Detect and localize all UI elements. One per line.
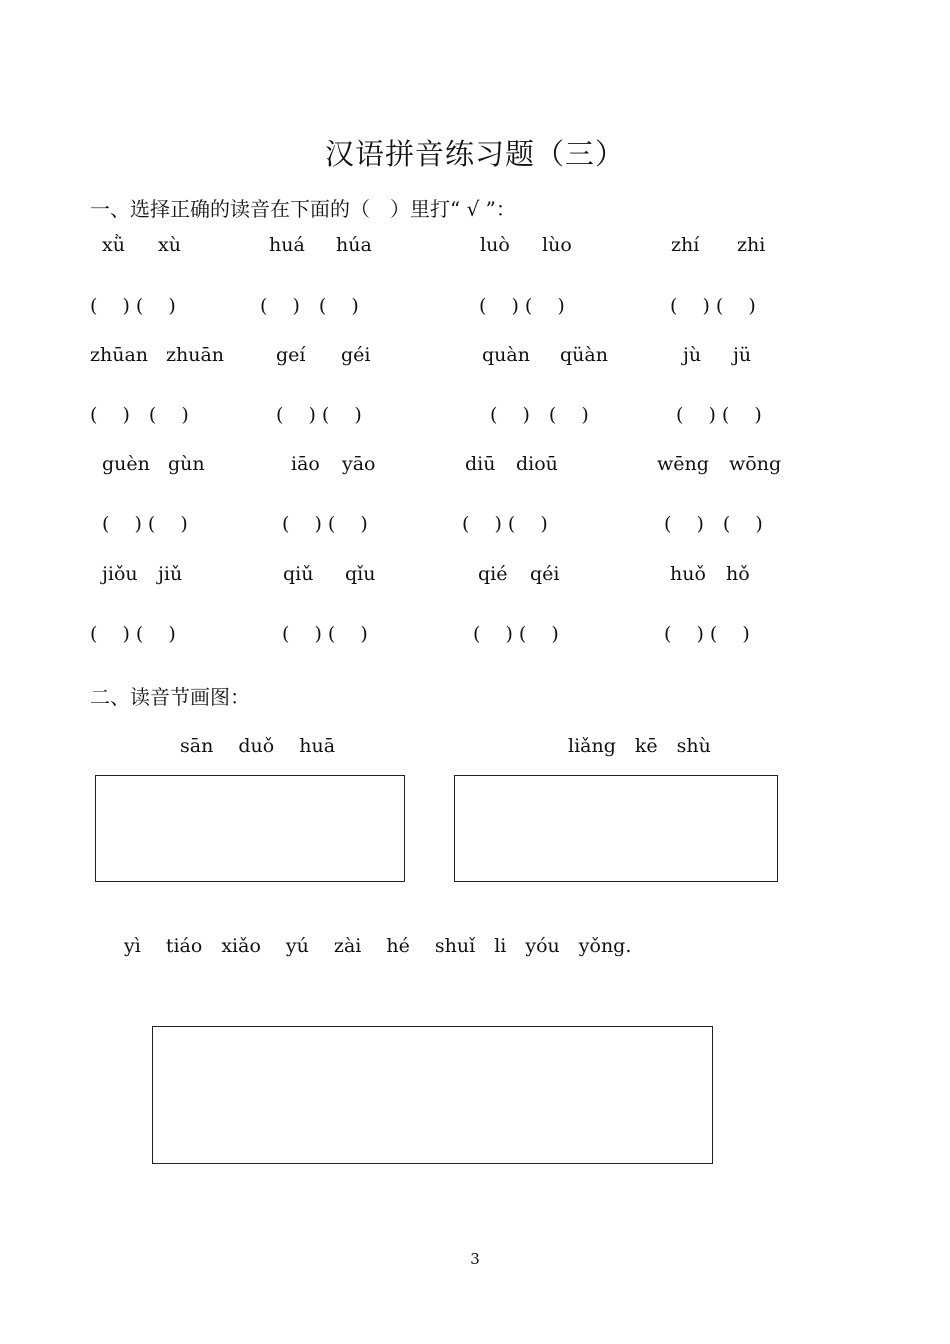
sentence-pinyin: yì tiáo xiǎo yú zài hé shuǐ li yóu yǒng. <box>124 935 632 957</box>
pinyin-option: luò <box>480 234 510 256</box>
pinyin-option: jiǒu <box>102 563 138 585</box>
pinyin-option: geí <box>276 344 306 366</box>
answer-parentheses[interactable]: ( ) ( ) <box>462 513 548 535</box>
pinyin-option: zhí <box>671 234 700 256</box>
answer-parentheses[interactable]: ( ) ( ) <box>664 623 750 645</box>
answer-parentheses[interactable]: ( ) ( ) <box>282 623 368 645</box>
section-1-heading: 一、选择正确的读音在下面的（ ）里打“ √ ”： <box>90 197 516 221</box>
section-2-heading: 二、读音节画图： <box>90 685 250 709</box>
pinyin-option: qǐu <box>345 563 376 585</box>
pinyin-option: wēng <box>657 453 709 475</box>
answer-parentheses[interactable]: ( ) ( ) <box>664 513 763 535</box>
answer-parentheses[interactable]: ( ) ( ) <box>90 295 176 317</box>
pinyin-option: xù <box>158 234 181 256</box>
pinyin-option: wōng <box>729 453 782 475</box>
drawing-box-sentence[interactable] <box>152 1026 713 1164</box>
pinyin-option: jü <box>733 344 752 366</box>
pinyin-option: jiǔ <box>158 563 183 585</box>
pinyin-option: diū <box>465 453 496 475</box>
pinyin-option: quàn <box>482 344 530 366</box>
pinyin-option: huá <box>269 234 305 256</box>
answer-parentheses[interactable]: ( ) ( ) <box>676 404 762 426</box>
drawing-box-left[interactable] <box>95 775 405 882</box>
pinyin-option: qiǔ <box>283 563 314 585</box>
answer-parentheses[interactable]: ( ) ( ) <box>276 404 362 426</box>
pinyin-option: huǒ <box>670 563 706 585</box>
answer-parentheses[interactable]: ( ) ( ) <box>102 513 188 535</box>
pinyin-option: qüàn <box>560 344 608 366</box>
pinyin-option: hǒ <box>726 563 750 585</box>
answer-parentheses[interactable]: ( ) ( ) <box>282 513 368 535</box>
pinyin-option: zhi <box>737 234 766 256</box>
page-title: 汉语拼音练习题（三） <box>324 137 625 171</box>
pinyin-option: qéi <box>530 563 560 585</box>
answer-parentheses[interactable]: ( ) ( ) <box>490 404 589 426</box>
pinyin-option: guèn <box>102 453 150 475</box>
answer-parentheses[interactable]: ( ) ( ) <box>90 404 189 426</box>
pinyin-option: húa <box>336 234 372 256</box>
pinyin-option: géi <box>341 344 371 366</box>
answer-parentheses[interactable]: ( ) ( ) <box>473 623 559 645</box>
pinyin-option: gùn <box>168 453 205 475</box>
answer-parentheses[interactable]: ( ) ( ) <box>670 295 756 317</box>
pinyin-option: lùo <box>542 234 572 256</box>
phrase-pinyin-right: liǎng kē shù <box>568 735 711 757</box>
pinyin-option: xǜ <box>102 234 125 256</box>
answer-parentheses[interactable]: ( ) ( ) <box>90 623 176 645</box>
pinyin-option: iāo <box>291 453 320 475</box>
pinyin-option: zhuān <box>166 344 225 366</box>
pinyin-option: dioū <box>516 453 558 475</box>
pinyin-option: yāo <box>342 453 376 475</box>
pinyin-option: jù <box>683 344 702 366</box>
answer-parentheses[interactable]: ( ) ( ) <box>260 295 359 317</box>
drawing-box-right[interactable] <box>454 775 778 882</box>
answer-parentheses[interactable]: ( ) ( ) <box>479 295 565 317</box>
page-number: 3 <box>470 1250 480 1268</box>
pinyin-option: qié <box>478 563 508 585</box>
phrase-pinyin-left: sān duǒ huā <box>180 735 336 757</box>
pinyin-option: zhūan <box>90 344 149 366</box>
